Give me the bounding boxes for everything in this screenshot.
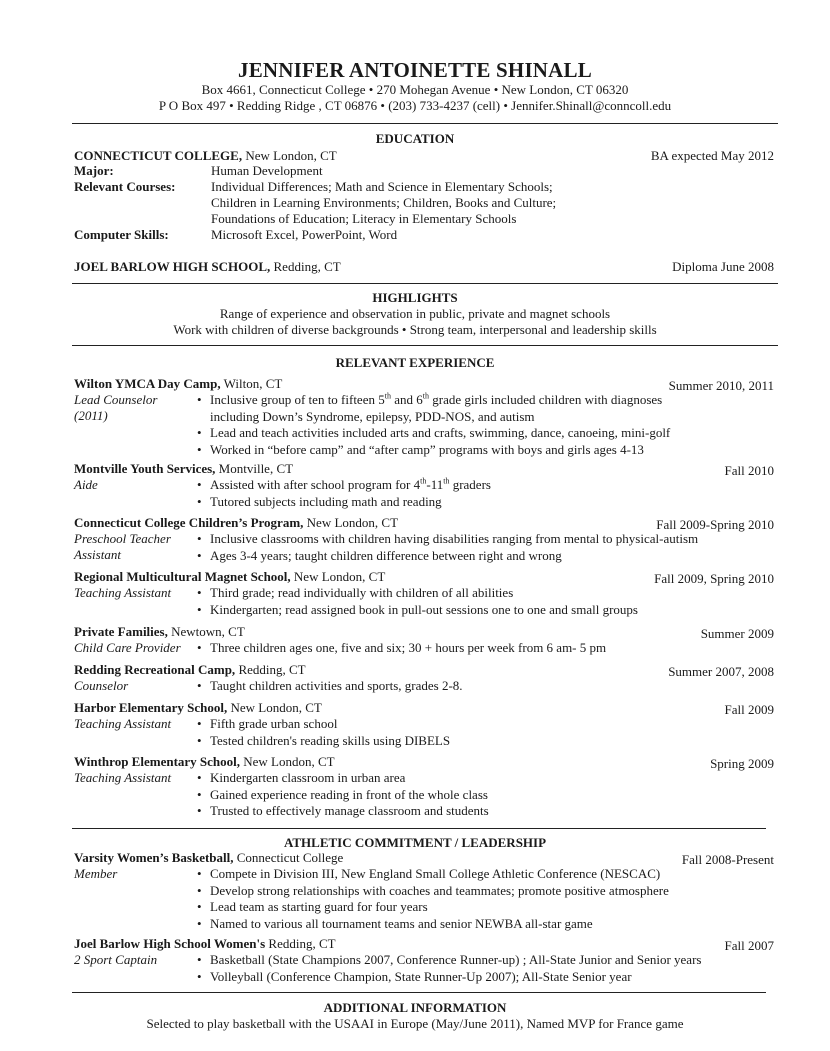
employer: Connecticut College Children’s Program, xyxy=(74,515,304,530)
bullet-item: • Fifth grade urban school xyxy=(197,716,450,733)
highschool-date: Diploma June 2008 xyxy=(672,259,774,274)
highlights-heading: HIGHLIGHTS xyxy=(372,290,458,305)
employer: Private Families, xyxy=(74,624,168,639)
skills-label: Computer Skills: xyxy=(74,227,169,242)
bullet-item: • Lead team as starting guard for four years xyxy=(197,899,669,916)
bullet-item: • Kindergarten classroom in urban area xyxy=(197,770,489,787)
bullet-item: • Three children ages one, five and six; 30 + hours per week from 6 am- 5 pm xyxy=(197,640,606,657)
job-title-line xyxy=(74,624,245,640)
team: Varsity Women’s Basketball, xyxy=(74,850,234,865)
bullet-item: • Inclusive group of ten to fifteen 5th and 6th grade girls included children with diagnoses xyxy=(197,392,670,409)
job-role: Member xyxy=(74,866,118,881)
job-title-line xyxy=(74,515,398,531)
highschool-name: JOEL BARLOW HIGH SCHOOL, xyxy=(74,259,271,274)
employer: Wilton YMCA Day Camp, xyxy=(74,376,221,391)
college-location: New London, CT xyxy=(242,148,337,163)
bullet-item: • Kindergarten; read assigned book in pull-out sessions one to one and small groups xyxy=(197,602,638,619)
employer-location: Newtown, CT xyxy=(167,624,245,639)
job-date: Fall 2009 xyxy=(724,702,774,717)
employer: Redding Recreational Camp, xyxy=(74,662,236,677)
job-bullets xyxy=(197,477,491,510)
courses-label: Relevant Courses: xyxy=(74,179,176,194)
job-date: Summer 2010, 2011 xyxy=(668,378,774,393)
job-role: Lead Counselor xyxy=(74,392,158,407)
bullet-item: • Assisted with after school program for 4th-11th graders xyxy=(197,477,491,494)
bullet-item: • Tested children's reading skills using DIBELS xyxy=(197,733,450,750)
job-title-line xyxy=(74,850,343,866)
additional-text: Selected to play basketball with the USAAI in Europe (May/June 2011), Named MVP for France game xyxy=(146,1016,684,1031)
bullet-item: • Worked in “before camp” and “after camp” programs with boys and girls ages 4-13 xyxy=(197,442,670,459)
employer: Montville Youth Services, xyxy=(74,461,216,476)
job-role: Counselor xyxy=(74,678,129,693)
additional-heading: ADDITIONAL INFORMATION xyxy=(323,1000,507,1015)
job-bullets xyxy=(197,678,463,695)
job-date: Fall 2008-Present xyxy=(681,852,774,867)
job-bullets xyxy=(197,716,450,749)
job-bullets xyxy=(197,866,669,932)
job-bullets xyxy=(197,952,701,985)
address-line-2: P O Box 497 • Redding Ridge , CT 06876 • (203) 733-4237 (cell) • Jennifer.Shinall@conncoll.edu xyxy=(158,98,672,113)
team-location: Redding, CT xyxy=(265,936,336,951)
highschool-location: Redding, CT xyxy=(270,259,341,274)
job-date: Fall 2007 xyxy=(724,938,774,953)
job-title-line xyxy=(74,376,282,392)
employer: Winthrop Elementary School, xyxy=(74,754,241,769)
athletic-heading: ATHLETIC COMMITMENT / LEADERSHIP xyxy=(283,835,547,850)
divider xyxy=(72,992,766,993)
college-line xyxy=(74,148,337,164)
education-heading: EDUCATION xyxy=(375,131,455,146)
job-role-note: (2011) xyxy=(74,408,108,423)
job-bullets xyxy=(197,392,670,458)
bullet-item: • Trusted to effectively manage classroom and students xyxy=(197,803,489,820)
bullet-item: • Ages 3-4 years; taught children difference between right and wrong xyxy=(197,548,698,565)
bullet-item: • Named to various all tournament teams and senior NEWBA all-star game xyxy=(197,916,669,933)
job-role: 2 Sport Captain xyxy=(74,952,158,967)
job-title-line xyxy=(74,461,293,477)
employer-location: Montville, CT xyxy=(215,461,294,476)
highlight-line-1: Range of experience and observation in public, private and magnet schools xyxy=(219,306,611,321)
employer-location: New London, CT xyxy=(227,700,322,715)
bullet-item: • Third grade; read individually with children of all abilities xyxy=(197,585,638,602)
job-role: Teaching Assistant xyxy=(74,770,172,785)
job-date: Summer 2007, 2008 xyxy=(668,664,774,679)
college-name: CONNECTICUT COLLEGE, xyxy=(74,148,243,163)
job-title-line xyxy=(74,569,385,585)
bullet-item: • Tutored subjects including math and reading xyxy=(197,494,491,511)
divider xyxy=(72,828,766,829)
course-line: Individual Differences; Math and Science in Elementary Schools; xyxy=(211,179,553,194)
course-line: Foundations of Education; Literacy in Elementary Schools xyxy=(211,211,517,226)
bullet-item: • Inclusive classrooms with children having disabilities ranging from mental to physical-autism xyxy=(197,531,698,548)
job-date: Fall 2009, Spring 2010 xyxy=(654,571,774,586)
college-date: BA expected May 2012 xyxy=(650,148,774,163)
bullet-item: • Develop strong relationships with coaches and teammates; promote positive atmosphere xyxy=(197,883,669,900)
major-value: Human Development xyxy=(211,163,323,178)
divider xyxy=(72,345,778,346)
candidate-name: JENNIFER ANTOINETTE SHINALL xyxy=(238,58,592,82)
job-date: Fall 2010 xyxy=(724,463,774,478)
bullet-item: • Lead and teach activities included arts and crafts, swimming, dance, canoeing, mini-golf xyxy=(197,425,670,442)
employer-location: New London, CT xyxy=(303,515,399,530)
job-date: Fall 2009-Spring 2010 xyxy=(656,517,774,532)
job-bullets xyxy=(197,531,698,564)
employer: Regional Multicultural Magnet School, xyxy=(74,569,291,584)
employer-location: Redding, CT xyxy=(235,662,306,677)
bullet-item: • Taught children activities and sports, grades 2-8. xyxy=(197,678,463,695)
bullet-continuation: including Down’s Syndrome, epilepsy, PDD-NOS, and autism xyxy=(210,408,535,424)
divider xyxy=(72,283,778,284)
job-role: Aide xyxy=(74,477,98,492)
employer-location: New London, CT xyxy=(240,754,335,769)
employer: Harbor Elementary School, xyxy=(74,700,228,715)
experience-heading: RELEVANT EXPERIENCE xyxy=(335,355,495,370)
team: Joel Barlow High School Women's xyxy=(74,936,266,951)
skills-value: Microsoft Excel, PowerPoint, Word xyxy=(211,227,398,242)
bullet-item: • Compete in Division III, New England Small College Athletic Conference (NESCAC) xyxy=(197,866,669,883)
bullet-item: • Basketball (State Champions 2007, Conference Runner-up) ; All-State Junior and Senior years xyxy=(197,952,701,969)
job-date: Spring 2009 xyxy=(710,756,774,771)
employer-location: Wilton, CT xyxy=(220,376,283,391)
job-role-note: Assistant xyxy=(74,547,121,562)
bullet-item: • Gained experience reading in front of the whole class xyxy=(197,787,489,804)
job-role: Preschool Teacher xyxy=(74,531,171,546)
major-label: Major: xyxy=(74,163,114,178)
job-title-line xyxy=(74,662,306,678)
job-title-line xyxy=(74,754,335,770)
job-bullets xyxy=(197,770,489,820)
job-date: Summer 2009 xyxy=(700,626,774,641)
course-line: Children in Learning Environments; Children, Books and Culture; xyxy=(211,195,557,210)
address-line-1: Box 4661, Connecticut College • 270 Mohegan Avenue • New London, CT 06320 xyxy=(201,82,629,97)
bullet-item: • Volleyball (Conference Champion, State Runner-Up 2007); All-State Senior year xyxy=(197,969,701,986)
job-role: Teaching Assistant xyxy=(74,585,172,600)
divider xyxy=(72,123,778,124)
highlight-line-2: Work with children of diverse backgrounds • Strong team, interpersonal and leadership skills xyxy=(173,322,657,337)
job-bullets xyxy=(197,585,638,618)
highschool-line xyxy=(74,259,341,275)
job-title-line xyxy=(74,936,336,952)
job-title-line xyxy=(74,700,322,716)
job-role: Child Care Provider xyxy=(74,640,181,655)
job-role: Teaching Assistant xyxy=(74,716,172,731)
job-bullets xyxy=(197,640,606,657)
employer-location: New London, CT xyxy=(290,569,386,584)
team-location: Connecticut College xyxy=(233,850,344,865)
